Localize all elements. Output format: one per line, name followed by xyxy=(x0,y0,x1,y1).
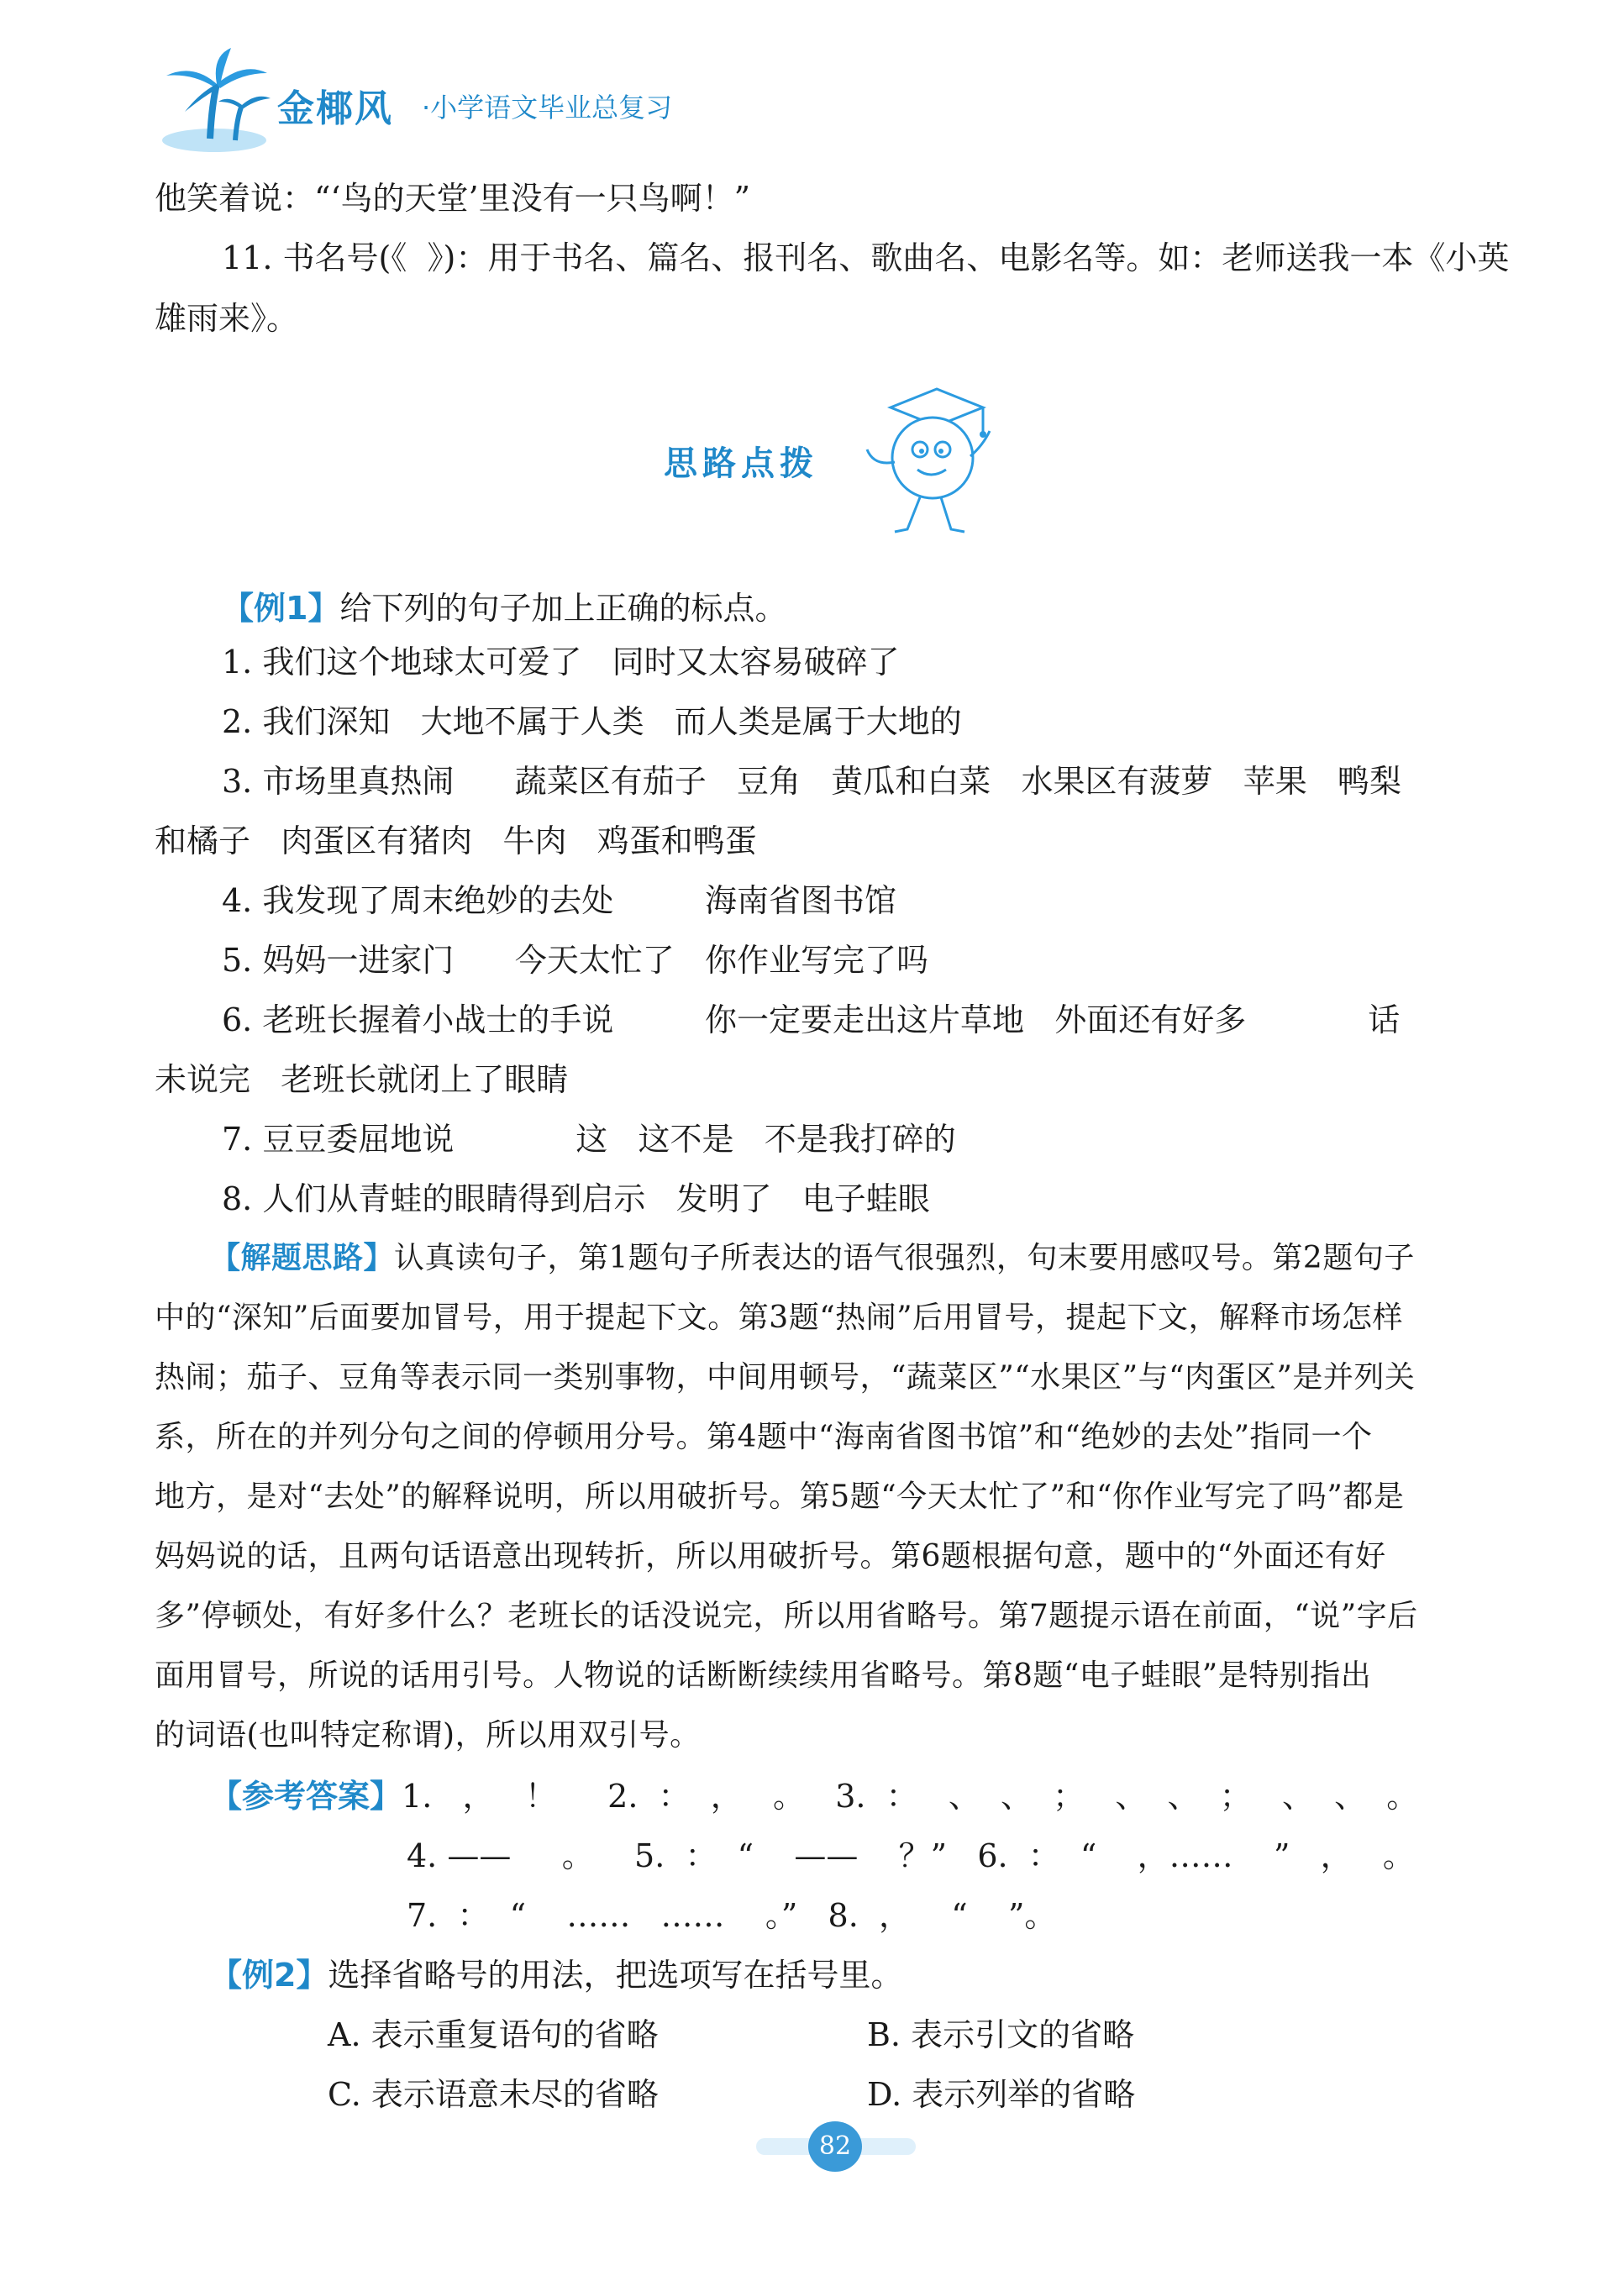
example1-prompt: 给下列的句子加上正确的标点。 xyxy=(339,590,787,627)
intro-line: 他笑着说：“‘鸟的天堂’里没有一只鸟啊！” xyxy=(155,180,751,217)
answer-first-line xyxy=(210,1776,1418,1816)
page-number: 82 xyxy=(808,2121,862,2172)
solution-line: 的词语(也叫特定称谓)，所以用双引号。 xyxy=(155,1718,701,1753)
example1-tag: 【例1】 xyxy=(222,590,340,627)
palm-tree-logo-icon xyxy=(151,46,277,155)
mascot-scholar-icon xyxy=(857,382,1000,542)
solution-line: 妈妈说的话，且两句话语意出现转折，所以用破折号。第6题根据句意，题中的“外面还有好 xyxy=(155,1539,1386,1574)
solution-first-line xyxy=(210,1238,1415,1279)
solution-line: 认真读句子，第1题句子所表达的语气很强烈，句末要用感叹号。第2题句子 xyxy=(394,1241,1415,1275)
intro-line: 雄雨来》。 xyxy=(155,300,299,337)
solution-line: 系，所在的并列分句之间的停顿用分号。第4题中“海南省图书馆”和“绝妙的去处”指同一个 xyxy=(155,1420,1373,1454)
example2-prompt: 选择省略号的用法，把选项写在括号里。 xyxy=(328,1957,903,1994)
brand-name: 金椰风 xyxy=(277,87,393,130)
example2-option: B. 表示引文的省略 xyxy=(867,2016,1135,2053)
example1-item: 2. 我们深知 大地不属于人类 而人类是属于大地的 xyxy=(222,703,962,740)
solution-line: 热闹；茄子、豆角等表示同一类别事物，中间用顿号，“蔬菜区”“水果区”与“肉蛋区”是并列关 xyxy=(155,1360,1416,1395)
answer-line: 7. ： “ …… …… 。” 8. ， “ ”。 xyxy=(407,1897,1057,1934)
answer-tag: 【参考答案】 xyxy=(210,1778,402,1815)
example1-item: 7. 豆豆委屈地说 这 这不是 不是我打碎的 xyxy=(222,1121,956,1158)
example1-item: 未说完 老班长就闭上了眼睛 xyxy=(155,1061,569,1098)
example1-item: 5. 妈妈一进家门 今天太忙了 你作业写完了吗 xyxy=(222,942,929,979)
solution-line: 多”停顿处，有好多什么？老班长的话没说完，所以用省略号。第7题提示语在前面，“说”字后 xyxy=(155,1599,1418,1633)
example1-item: 6. 老班长握着小战士的手说 你一定要走出这片草地 外面还有好多 话 xyxy=(222,1001,1401,1038)
example1-item: 和橘子 肉蛋区有猪肉 牛肉 鸡蛋和鸭蛋 xyxy=(155,822,757,859)
example2-option: D. 表示列举的省略 xyxy=(867,2076,1136,2113)
example2-option: A. 表示重复语句的省略 xyxy=(328,2016,659,2053)
intro-line: 11. 书名号(《 》)：用于书名、篇名、报刊名、歌曲名、电影名等。如：老师送我一本《小英 xyxy=(222,239,1510,276)
answer-line: 1. ， ！ 2. ： ， 。 3. ： 、 、 ； 、 、 ； 、 、 。 xyxy=(402,1778,1419,1815)
solution-line: 地方，是对“去处”的解释说明，所以用破折号。第5题“今天太忙了”和“你作业写完了吗”都是 xyxy=(155,1479,1405,1514)
answer-line: 4. —— 。 5. ： “ —— ？” 6. ： “ ，…… ” ， 。 xyxy=(407,1837,1415,1874)
example1-item: 8. 人们从青蛙的眼睛得到启示 发明了 电子蛙眼 xyxy=(222,1180,930,1217)
solution-tag: 【解题思路】 xyxy=(210,1241,395,1275)
example2-heading xyxy=(210,1955,902,1995)
solution-line: 中的“深知”后面要加冒号，用于提起下文。第3题“热闹”后用冒号，提起下文，解释市场怎样 xyxy=(155,1301,1404,1335)
example1-item: 1. 我们这个地球太可爱了 同时又太容易破碎了 xyxy=(222,644,900,681)
section-title: 思路点拨 xyxy=(664,444,818,483)
book-header xyxy=(151,46,907,164)
example1-heading xyxy=(222,588,786,628)
solution-line: 面用冒号，所说的话用引号。人物说的话断断续续用省略号。第8题“电子蛙眼”是特别指出 xyxy=(155,1658,1372,1693)
book-subtitle: ·小学语文毕业总复习 xyxy=(422,92,673,123)
example1-item: 4. 我发现了周末绝妙的去处 海南省图书馆 xyxy=(222,882,897,919)
example2-tag: 【例2】 xyxy=(210,1957,328,1994)
example2-option: C. 表示语意未尽的省略 xyxy=(328,2076,659,2113)
example1-item: 3. 市场里真热闹 蔬菜区有茄子 豆角 黄瓜和白菜 水果区有菠萝 苹果 鸭梨 xyxy=(222,763,1401,800)
